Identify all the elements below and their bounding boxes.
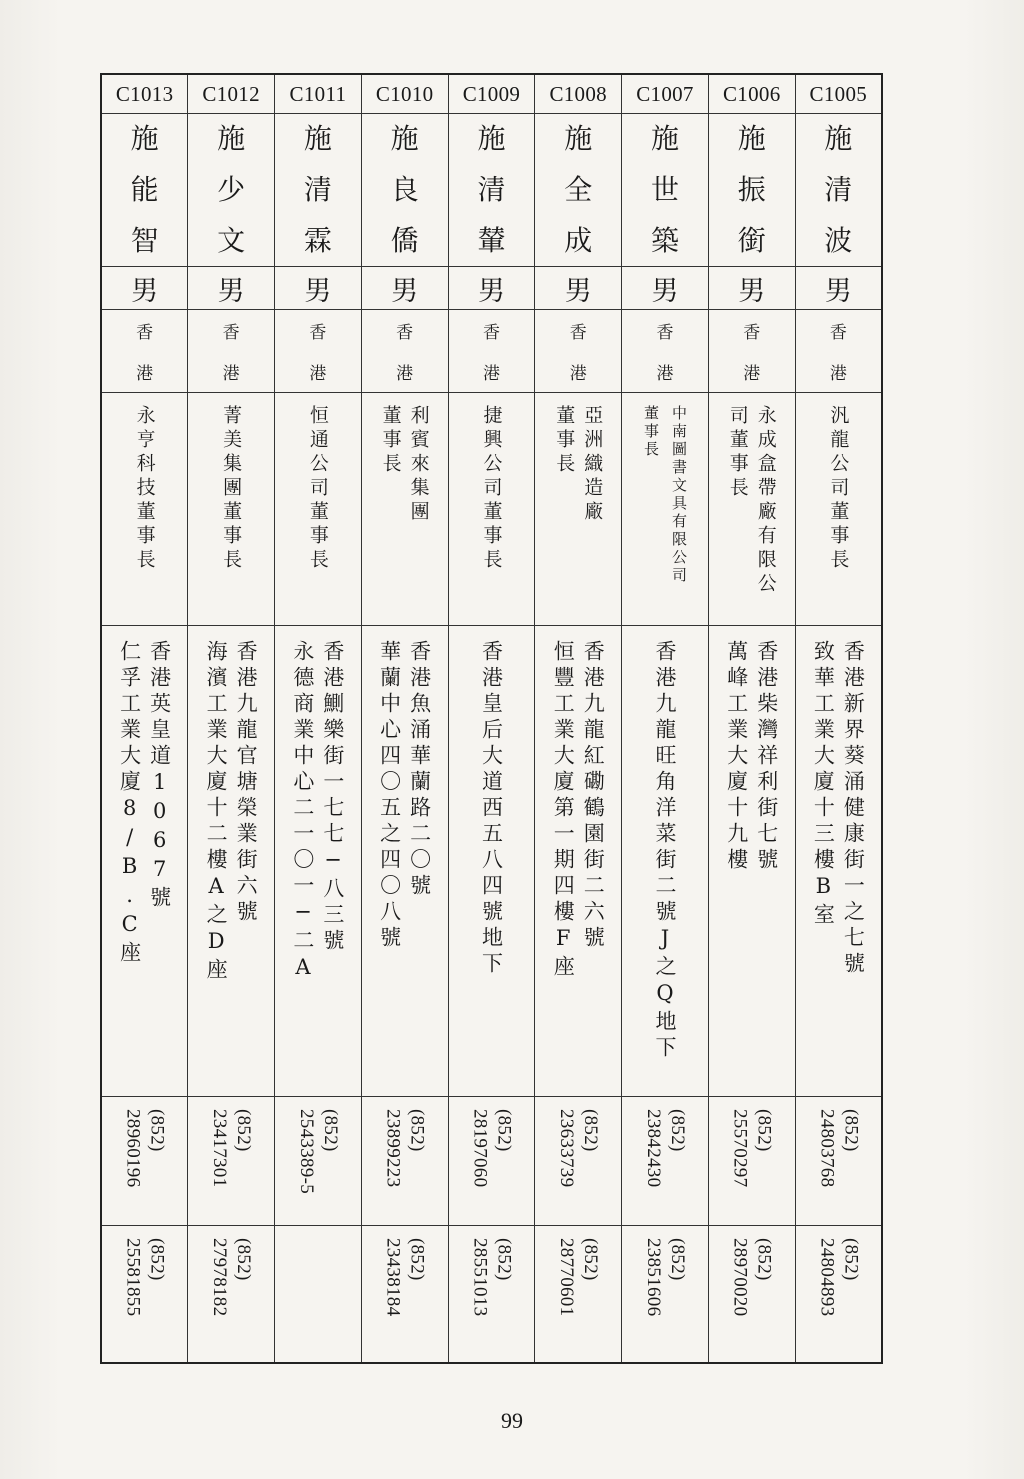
entry-name	[535, 114, 621, 266]
entry-phone: (852) 23842430	[642, 1109, 688, 1188]
entry-name	[102, 114, 187, 266]
name-char: 施	[217, 122, 246, 156]
entry-fax-cell	[535, 1226, 622, 1364]
entry-address: 香港魚涌華蘭路二〇號 華蘭中心四〇五之四〇八號	[377, 640, 432, 952]
company-row	[101, 393, 882, 626]
name-char: 施	[303, 122, 332, 156]
entry-gender: 男	[795, 267, 882, 310]
place-char: 香	[656, 323, 674, 343]
place-char: 港	[829, 364, 847, 384]
name-char: 施	[650, 122, 679, 156]
entry-phone-cell	[448, 1097, 535, 1226]
entry-name-cell	[622, 114, 709, 267]
entry-gender: 男	[535, 267, 622, 310]
name-char: 僑	[390, 223, 419, 257]
entry-address: 香港九龍紅磡鶴園街二六號 恒豐工業大廈第一期四樓F座	[551, 640, 606, 981]
entry-company: 利賓來集團 董事長	[379, 405, 430, 525]
name-char: 施	[390, 122, 419, 156]
entry-company-cell	[275, 393, 362, 626]
entry-code: C1012	[188, 74, 275, 114]
entry-phone: (852) 23633739	[556, 1109, 602, 1188]
name-char: 清	[824, 172, 853, 206]
entry-place-cell	[535, 310, 622, 393]
entry-code: C1005	[795, 74, 882, 114]
entry-fax-cell	[361, 1226, 448, 1364]
entry-phone-cell	[622, 1097, 709, 1226]
entry-place	[796, 310, 881, 392]
entry-company: 永亨科技董事長	[133, 405, 156, 573]
place-char: 港	[309, 364, 327, 384]
name-char: 成	[564, 223, 593, 257]
entry-phone-cell	[795, 1097, 882, 1226]
entry-phone: (852) 24803768	[816, 1109, 862, 1188]
name-char: 清	[477, 172, 506, 206]
entry-fax-cell	[101, 1226, 188, 1364]
name-char: 施	[824, 122, 853, 156]
name-char: 良	[390, 172, 419, 206]
entry-name	[622, 114, 708, 266]
place-char: 港	[222, 364, 240, 384]
place-row	[101, 310, 882, 393]
entry-place-cell	[101, 310, 188, 393]
name-char: 銜	[737, 223, 766, 257]
name-char: 全	[564, 172, 593, 206]
name-char: 文	[217, 223, 246, 257]
entry-company: 菁美集團董事長	[220, 405, 243, 573]
name-char: 輦	[477, 223, 506, 257]
entry-fax-cell	[275, 1226, 362, 1364]
name-char: 清	[303, 172, 332, 206]
entry-place	[362, 310, 448, 392]
entry-address-cell	[448, 626, 535, 1097]
entry-gender: 男	[361, 267, 448, 310]
entry-place	[449, 310, 535, 392]
entry-fax-cell	[795, 1226, 882, 1364]
entry-gender: 男	[708, 267, 795, 310]
place-char: 香	[482, 323, 500, 343]
entry-address-cell	[622, 626, 709, 1097]
entry-address: 香港新界葵涌健康街一之七號 致華工業大廈十三樓B室	[811, 640, 866, 978]
entry-fax: (852) 28970020	[729, 1238, 775, 1317]
entry-name-cell	[795, 114, 882, 267]
entry-code: C1011	[275, 74, 362, 114]
entry-company-cell	[448, 393, 535, 626]
entry-phone-cell	[535, 1097, 622, 1226]
entry-code: C1009	[448, 74, 535, 114]
place-char: 香	[222, 323, 240, 343]
entry-code: C1006	[708, 74, 795, 114]
entry-place	[535, 310, 621, 392]
entry-code: C1008	[535, 74, 622, 114]
place-char: 香	[136, 323, 154, 343]
place-char: 香	[829, 323, 847, 343]
place-char: 港	[569, 364, 587, 384]
entry-fax-cell	[448, 1226, 535, 1364]
entry-phone: (852) 23899223	[382, 1109, 428, 1188]
entry-company: 汎龍公司董事長	[827, 405, 850, 573]
entry-name-cell	[101, 114, 188, 267]
name-char: 施	[477, 122, 506, 156]
entry-address-cell	[188, 626, 275, 1097]
entry-company: 中南圖書文具有限公司 董事長	[641, 405, 688, 585]
entry-name-cell	[535, 114, 622, 267]
name-char: 振	[737, 172, 766, 206]
entry-phone: (852) 23417301	[209, 1109, 255, 1188]
entry-name-cell	[188, 114, 275, 267]
entry-place-cell	[275, 310, 362, 393]
name-char: 智	[130, 223, 159, 257]
entry-fax-cell	[708, 1226, 795, 1364]
entry-place	[188, 310, 274, 392]
place-char: 香	[309, 323, 327, 343]
entry-phone: (852) 2543389-5	[295, 1109, 341, 1195]
entry-address-cell	[101, 626, 188, 1097]
entry-address-cell	[361, 626, 448, 1097]
entry-phone-cell	[361, 1097, 448, 1226]
entry-place	[622, 310, 708, 392]
address-row	[101, 626, 882, 1097]
entry-address: 香港英皇道1067號 仁孚工業大廈8/B.C座	[117, 640, 172, 967]
name-char: 霖	[303, 223, 332, 257]
entry-place	[709, 310, 795, 392]
name-char: 築	[650, 223, 679, 257]
place-char: 香	[396, 323, 414, 343]
entry-code: C1013	[101, 74, 188, 114]
place-char: 港	[743, 364, 761, 384]
entry-place	[275, 310, 361, 392]
entry-place	[102, 310, 187, 392]
entry-address: 香港鰂樂街一七七─八三號 永德商業中心二一〇一─二A	[290, 640, 345, 984]
name-char: 波	[824, 223, 853, 257]
phone-row	[101, 1097, 882, 1226]
entry-company: 亞洲織造廠 董事長	[553, 405, 604, 525]
entry-place-cell	[622, 310, 709, 393]
entry-fax: (852) 23438184	[382, 1238, 428, 1317]
entry-address-cell	[275, 626, 362, 1097]
place-char: 港	[396, 364, 414, 384]
entry-gender: 男	[275, 267, 362, 310]
place-char: 香	[569, 323, 587, 343]
entry-address-cell	[535, 626, 622, 1097]
entry-code: C1010	[361, 74, 448, 114]
place-char: 港	[482, 364, 500, 384]
entry-company-cell	[795, 393, 882, 626]
entry-name	[188, 114, 274, 266]
entry-gender: 男	[448, 267, 535, 310]
fax-row	[101, 1226, 882, 1364]
name-char: 施	[737, 122, 766, 156]
name-char: 世	[650, 172, 679, 206]
entry-phone-cell	[101, 1097, 188, 1226]
entry-company-cell	[101, 393, 188, 626]
entry-address: 香港皇后大道西五八四號地下	[479, 640, 504, 978]
entry-name-cell	[708, 114, 795, 267]
entry-name	[449, 114, 535, 266]
name-char: 施	[130, 122, 159, 156]
entry-company: 恒通公司董事長	[306, 405, 329, 573]
name-row	[101, 114, 882, 267]
entry-fax: (852) 24804893	[816, 1238, 862, 1317]
entry-company-cell	[535, 393, 622, 626]
entry-company-cell	[188, 393, 275, 626]
entry-company-cell	[708, 393, 795, 626]
entry-fax: (852) 27978182	[209, 1238, 255, 1317]
place-char: 香	[743, 323, 761, 343]
name-char: 能	[130, 172, 159, 206]
entry-gender: 男	[188, 267, 275, 310]
entry-phone-cell	[188, 1097, 275, 1226]
entry-fax: (852) 28770601	[556, 1238, 602, 1317]
entry-gender: 男	[622, 267, 709, 310]
entry-name-cell	[448, 114, 535, 267]
entry-name-cell	[275, 114, 362, 267]
entry-address: 香港九龍官塘榮業街六號 海濱工業大廈十二樓A之D座	[204, 640, 259, 984]
entry-gender: 男	[101, 267, 188, 310]
gender-row	[101, 267, 882, 310]
entry-fax: (852) 23851606	[642, 1238, 688, 1317]
entry-place-cell	[795, 310, 882, 393]
entry-name	[362, 114, 448, 266]
name-char: 施	[564, 122, 593, 156]
entry-phone: (852) 28960196	[122, 1109, 168, 1188]
place-char: 港	[656, 364, 674, 384]
entry-company: 捷興公司董事長	[480, 405, 503, 573]
entry-fax: (852) 25581855	[122, 1238, 168, 1317]
code-row	[101, 74, 882, 114]
page-number: 99	[501, 1408, 523, 1433]
entry-code: C1007	[622, 74, 709, 114]
entry-place-cell	[448, 310, 535, 393]
entry-address-cell	[795, 626, 882, 1097]
entry-company-cell	[361, 393, 448, 626]
entry-address: 香港九龍旺角洋菜街二號J之Q地下	[652, 640, 677, 1062]
entry-name	[275, 114, 361, 266]
entry-fax-cell	[188, 1226, 275, 1364]
entry-fax-cell	[622, 1226, 709, 1364]
entry-company-cell	[622, 393, 709, 626]
entry-phone: (852) 25570297	[729, 1109, 775, 1188]
entry-name	[709, 114, 795, 266]
entry-phone-cell	[275, 1097, 362, 1226]
entry-place-cell	[361, 310, 448, 393]
entry-place-cell	[188, 310, 275, 393]
entry-address: 香港柴灣祥利街七號 萬峰工業大廈十九樓	[724, 640, 779, 874]
entry-fax: (852) 28551013	[469, 1238, 515, 1317]
entry-phone-cell	[708, 1097, 795, 1226]
name-char: 少	[217, 172, 246, 206]
directory-table	[100, 73, 883, 1364]
entry-name	[796, 114, 881, 266]
entry-phone: (852) 28197060	[469, 1109, 515, 1188]
entry-company: 永成盒帶廠有限公 司董事長	[726, 405, 777, 597]
entry-name-cell	[361, 114, 448, 267]
place-char: 港	[136, 364, 154, 384]
entry-address-cell	[708, 626, 795, 1097]
entry-place-cell	[708, 310, 795, 393]
